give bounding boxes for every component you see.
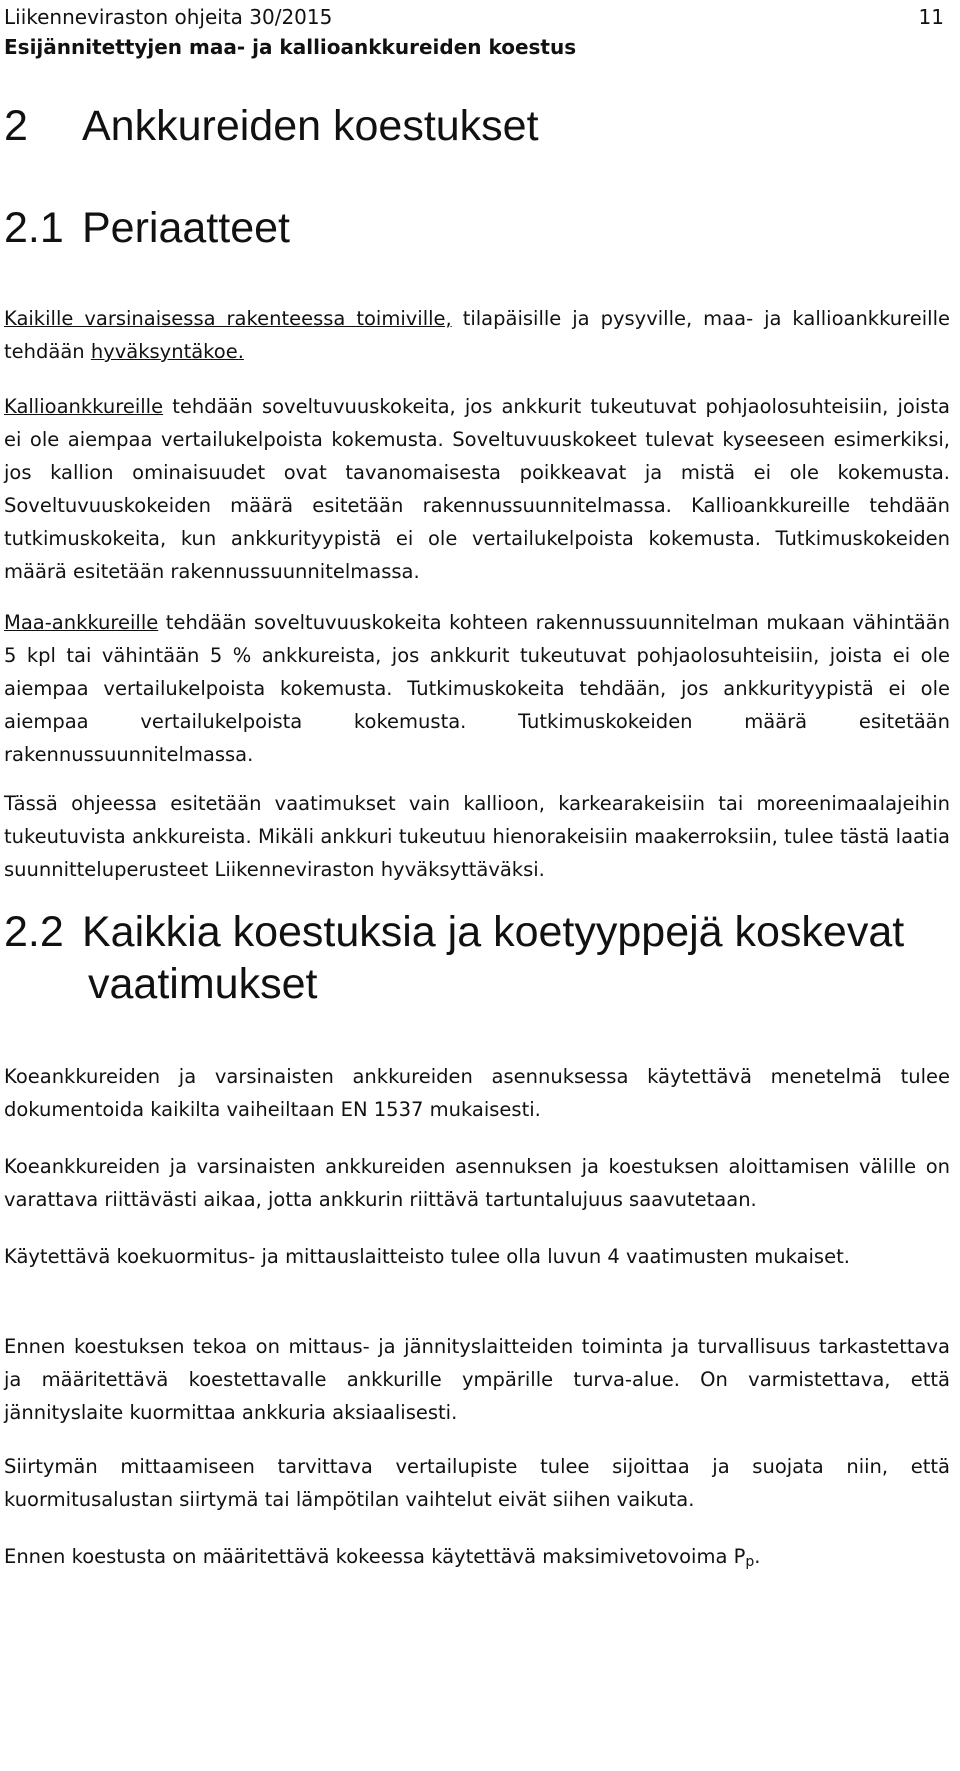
page-number: 11 bbox=[918, 5, 944, 29]
section-number: 2.2 bbox=[4, 908, 64, 956]
underlined-text: Kaikille varsinaisessa rakenteessa toimiville, bbox=[4, 307, 452, 330]
underlined-text: hyväksyntäkoe. bbox=[90, 340, 244, 363]
section-title-continued: vaatimukset bbox=[88, 960, 318, 1008]
paragraph-max-force: Ennen koestusta on määritettävä kokeessa käytettävä maksimivetovoima $P_p$. bbox=[4, 1545, 761, 1570]
running-header bbox=[4, 2, 944, 62]
paragraph-safety: Ennen koestuksen tekoa on mittaus- ja jännityslaitteiden toiminta ja turvallisuus tarkastettava ja määritettävä koestettavalle ankkurille ympärille turva-alue. On varmistettava, että jännityslaite kuormittaa ankkuria aksiaalisesti. bbox=[4, 1335, 950, 1424]
section-2-2-heading bbox=[4, 906, 904, 1010]
section-title: Ankkureiden koestukset bbox=[82, 102, 539, 150]
paragraph-soil-anchors: Maa-ankkureille tehdään soveltuvuuskokeita kohteen rakennussuunnitelman mukaan vähintään 5 kpl tai vähintään 5 % ankkureista, jos ankkurit tukeutuvat pohjaolosuhteisiin, joista ei ole aiempaa vertailukelpoista kokemusta. Tutkimuskokeita tehdään, jos ankkurityypistä ei ole aiempaa vertailukelpoista kokemusta. Tutkimuskokeiden määrä esitetään rakennussuunnitelmassa. bbox=[4, 611, 950, 766]
paragraph-installation-time: Koeankkureiden ja varsinaisten ankkureiden asennuksen ja koestuksen aloittamisen välille on varattava riittävästi aikaa, jotta ankkurin riittävä tartuntalujuus saavutetaan. bbox=[4, 1155, 950, 1211]
paragraph-rock-anchors: Kallioankkureille tehdään soveltuvuuskokeita, jos ankkurit tukeutuvat pohjaolosuhteisiin, joista ei ole aiempaa vertailukelpoista kokemusta. Soveltuvuuskokeet tulevat kyseeseen esimerkiksi, jos kallion ominaisuudet ovat tavanomaisesta poikkeavat ja mistä ei ole kokemusta. Soveltuvuuskokeiden määrä esitetään rakennussuunnitelmassa. Kallioankkureille tehdään tutkimuskokeita, kun ankkurityypistä ei ole vertailukelpoista kokemusta. Tutkimuskokeiden määrä esitetään rakennussuunnitelmassa. bbox=[4, 395, 950, 583]
paragraph-approval-test: Kaikille varsinaisessa rakenteessa toimiville, tilapäisille ja pysyville, maa- ja kallioankkureille tehdään hyväksyntäkoe. bbox=[4, 307, 950, 363]
document-title: Esijännitettyjen maa- ja kallioankkureiden koestus bbox=[4, 35, 577, 59]
paragraph-reference-point: Siirtymän mittaamiseen tarvittava vertailupiste tulee sijoittaa ja suojata niin, että kuormitusalustan siirtymä tai lämpötilan vaihtelut eivät siihen vaikuta. bbox=[4, 1455, 950, 1511]
publication-series: Liikenneviraston ohjeita 30/2015 bbox=[4, 5, 333, 29]
paragraph-method-documentation: Koeankkureiden ja varsinaisten ankkureiden asennuksessa käytettävä menetelmä tulee dokumentoida kaikilta vaiheiltaan EN 1537 mukaisesti. bbox=[4, 1065, 950, 1121]
underlined-text: Kallioankkureille bbox=[4, 395, 164, 418]
paragraph-equipment: Käytettävä koekuormitus- ja mittauslaitteisto tulee olla luvun 4 vaatimusten mukaiset. bbox=[4, 1245, 850, 1268]
section-2-heading bbox=[4, 100, 539, 152]
paragraph-scope: Tässä ohjeessa esitetään vaatimukset vain kallioon, karkearakeisiin tai moreenimaalajeihin tukeutuvista ankkureista. Mikäli ankkuri tukeutuu hienorakeisiin maakerroksiin, tulee tästä laatia suunnitteluperusteet Liikenneviraston hyväksyttäväksi. bbox=[4, 792, 950, 881]
subscript-p: p bbox=[745, 1554, 755, 1570]
section-title: Periaatteet bbox=[82, 204, 290, 252]
section-2-1-heading bbox=[4, 202, 290, 254]
section-number: 2 bbox=[4, 102, 28, 150]
underlined-text: Maa-ankkureille bbox=[4, 611, 159, 634]
section-title: Kaikkia koestuksia ja koetyyppejä koskevat bbox=[82, 908, 905, 956]
section-number: 2.1 bbox=[4, 204, 64, 252]
